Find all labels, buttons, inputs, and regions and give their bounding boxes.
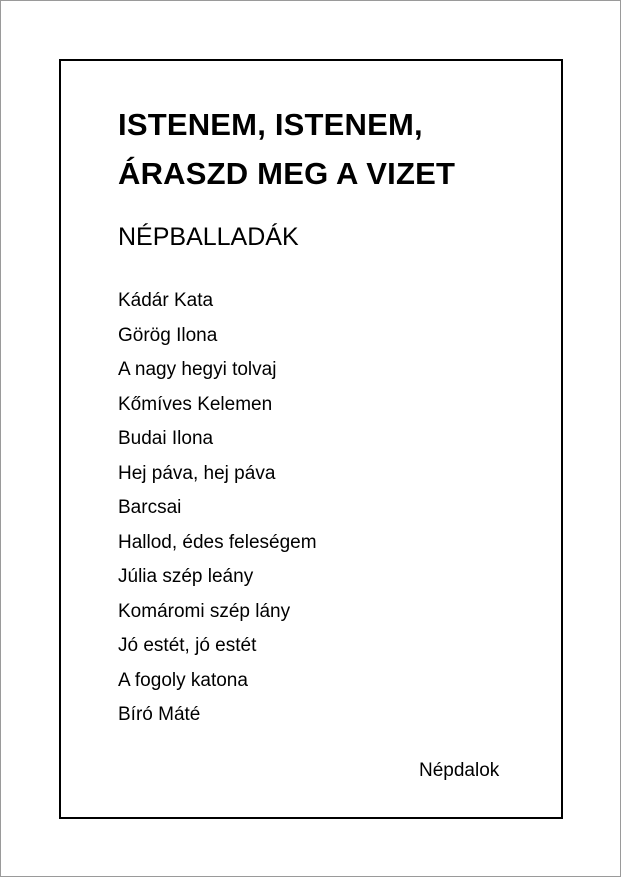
contents-item: Kádár Kata	[118, 290, 214, 311]
title-line-2: ÁRASZD MEG A VIZET	[118, 156, 456, 191]
title-line-1: ISTENEM, ISTENEM,	[118, 107, 423, 142]
footer-label: Népdalok	[419, 760, 500, 781]
contents-item: Barcsai	[118, 497, 182, 518]
section-heading: NÉPBALLADÁK	[118, 223, 299, 251]
contents-item: Jó estét, jó estét	[118, 635, 257, 656]
contents-item: Júlia szép leány	[118, 566, 254, 587]
contents-item: Budai Ilona	[118, 428, 214, 449]
contents-item: Kőmíves Kelemen	[118, 393, 273, 415]
contents-item: Hej páva, hej páva	[118, 462, 276, 484]
contents-item: Bíró Máté	[118, 704, 201, 725]
contents-item: Hallod, édes feleségem	[118, 531, 317, 553]
contents-item: Görög Ilona	[118, 324, 218, 346]
contents-list	[118, 284, 317, 733]
contents-item: Komáromi szép lány	[118, 600, 291, 622]
contents-item: A fogoly katona	[118, 669, 248, 691]
contents-item: A nagy hegyi tolvaj	[118, 359, 277, 380]
